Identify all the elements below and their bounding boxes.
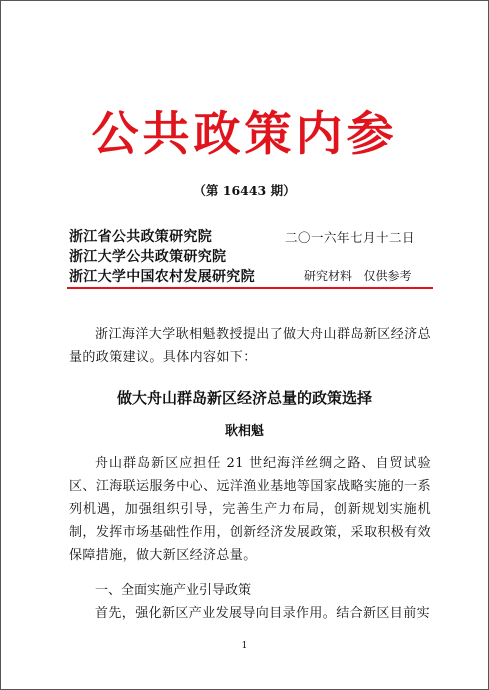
org-name-2: 浙江大学公共政策研究院	[69, 249, 227, 265]
org-name-1: 浙江省公共政策研究院	[69, 229, 212, 245]
usage-note: 研究材料 仅供参考	[304, 269, 412, 283]
issue-date: 二〇一六年七月十二日	[285, 230, 416, 245]
page-number: 1	[241, 641, 248, 651]
org-name-3: 浙江大学中国农村发展研究院	[69, 269, 255, 285]
intro-paragraph: 浙江海洋大学耿相魁教授提出了做大舟山群岛新区经济总量的政策建议。具体内容如下：	[69, 327, 431, 365]
masthead-title: 公共政策内参	[91, 107, 398, 162]
body-paragraph-2: 首先，强化新区产业发展导向目录作用。结合新区目前实	[95, 606, 431, 621]
header-divider	[67, 287, 433, 289]
body-paragraph-1: 舟山群岛新区应担任 21 世纪海洋丝绸之路、自贸试验区、江海联运服务中心、远洋渔业基地等国家战略实施的一系列机遇，加强组织引导，完善生产力布局，创新规划实施机制，发挥市场基础性作用，创新经济发展政策，采取积极有效保障措施，做大新区经济总量。	[69, 456, 431, 563]
article-title: 做大舟山群岛新区经济总量的政策选择	[116, 389, 372, 407]
section-heading-1: 一、全面实施产业引导政策	[95, 583, 252, 598]
article-author: 耿相魁	[224, 424, 264, 439]
issue-number: （第 16443 期）	[193, 183, 296, 198]
